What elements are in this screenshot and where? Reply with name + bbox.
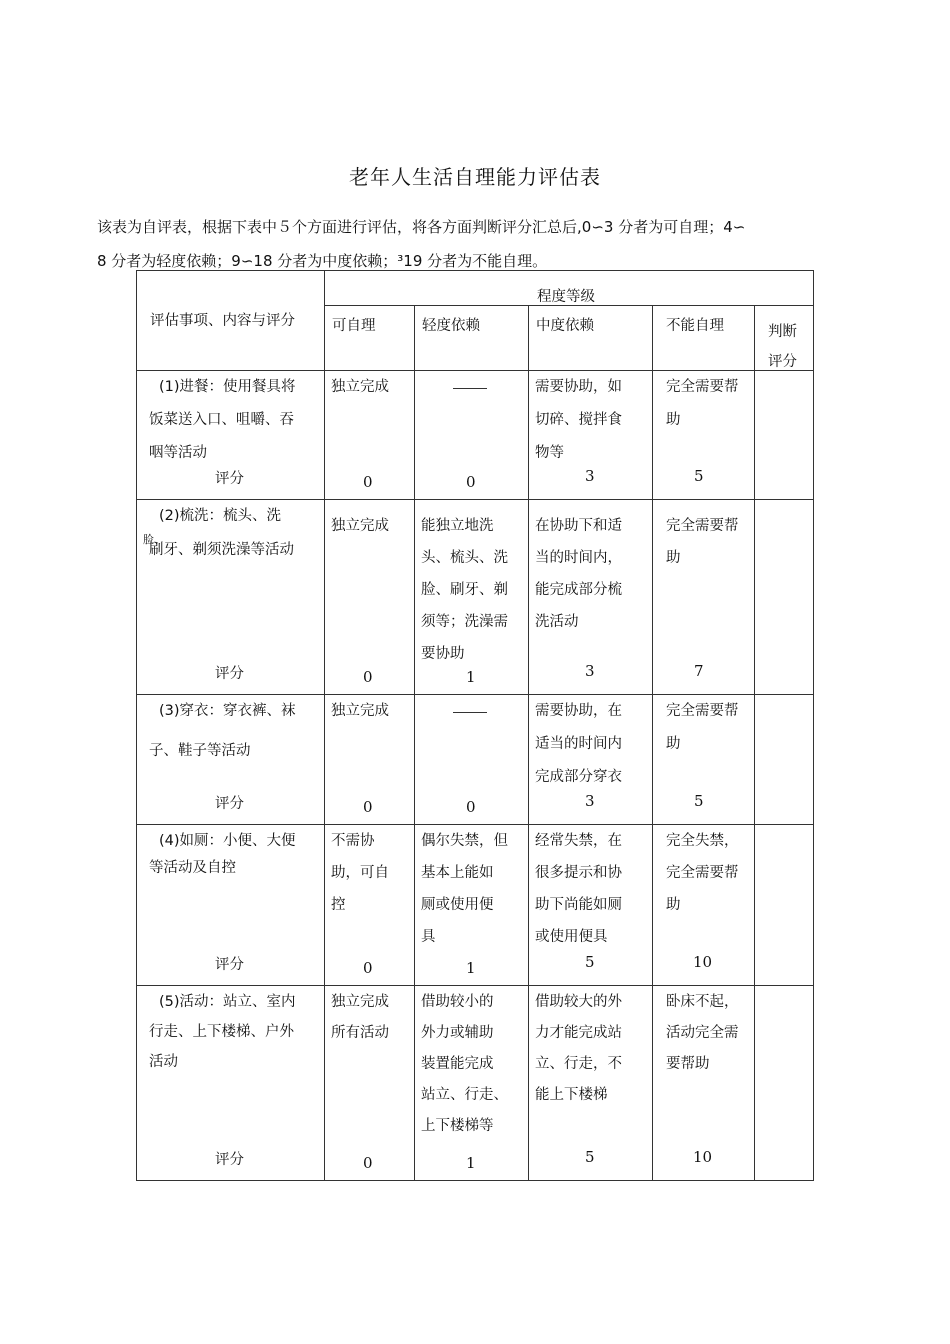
- item-text-line: 饭菜送入口、咀嚼、吞: [149, 412, 294, 428]
- level-cell: [415, 500, 529, 695]
- level-text-line: 活动完全需: [666, 1025, 739, 1041]
- item-text-line: 活动: [149, 1054, 178, 1070]
- level-cell: [529, 371, 653, 500]
- item-cell: [137, 986, 325, 1181]
- judge-score-cell[interactable]: [755, 500, 814, 695]
- level-text-line: 力才能完成站: [535, 1025, 622, 1041]
- dash-mark: [453, 712, 487, 713]
- level-text-line: 完全需要帮: [666, 518, 739, 534]
- score-label: 评分: [215, 957, 244, 973]
- level-text-line: 需要协助，如: [535, 379, 622, 395]
- level-text-line: 不需协: [331, 833, 375, 849]
- level-text-line: 偶尔失禁，但: [421, 833, 508, 849]
- level-text-line: 助下尚能如厕: [535, 897, 622, 913]
- header-judge-cell: [755, 306, 814, 371]
- table-row: [137, 371, 814, 500]
- header-level-cell: [325, 306, 415, 371]
- level-cell: [415, 825, 529, 986]
- level-text-line: 独立完成: [331, 703, 389, 719]
- level-text-line: 能独立地洗: [421, 518, 494, 534]
- level-text-line: 控: [331, 897, 346, 913]
- level-text-line: 头、梳头、洗: [421, 550, 508, 566]
- item-text-line: (5)活动：站立、室内: [159, 994, 296, 1010]
- level-cell: [653, 371, 755, 500]
- level-text-line: 具: [421, 929, 436, 945]
- score-value: 1: [466, 959, 476, 977]
- level-text-line: 完全需要帮: [666, 379, 739, 395]
- level-cell: [653, 695, 755, 825]
- score-value: 10: [693, 1148, 713, 1166]
- level-text-line: 须等；洗澡需: [421, 614, 508, 630]
- level-text-line: 独立完成: [331, 379, 389, 395]
- score-value: 0: [363, 798, 373, 816]
- level-text-line: 完全失禁，: [666, 833, 739, 849]
- header-judge-line1: 判断: [768, 324, 797, 340]
- score-value: 0: [363, 473, 373, 491]
- level-text-line: 或使用便具: [535, 929, 608, 945]
- level-text-line: 经常失禁，在: [535, 833, 622, 849]
- item-text-line: 等活动及自控: [149, 860, 236, 876]
- level-cell: [415, 371, 529, 500]
- level-cell: [653, 500, 755, 695]
- judge-score-cell[interactable]: [755, 695, 814, 825]
- header-level-cell: [653, 306, 755, 371]
- level-text-line: 脸、刷牙、剃: [421, 582, 508, 598]
- item-cell: [137, 500, 325, 695]
- item-text-line: 咽等活动: [149, 445, 207, 461]
- level-cell: [325, 371, 415, 500]
- level-cell: [325, 986, 415, 1181]
- judge-score-cell[interactable]: [755, 986, 814, 1181]
- intro-line-2: 8 分者为轻度依赖；9∽18 分者为中度依赖；³19 分者为不能自理。: [97, 252, 548, 270]
- level-cell: [529, 500, 653, 695]
- level-text-line: 能上下楼梯: [535, 1087, 608, 1103]
- document-title: 老年人生活自理能力评估表: [349, 165, 601, 189]
- level-text-line: 助，可自: [331, 865, 389, 881]
- item-text-line: (3)穿衣：穿衣裤、袜: [159, 703, 296, 719]
- header-level-group-cell: [325, 271, 814, 306]
- judge-score-cell[interactable]: [755, 825, 814, 986]
- level-cell: [325, 825, 415, 986]
- score-value: 0: [363, 668, 373, 686]
- level-text-line: 装置能完成: [421, 1056, 494, 1072]
- level-text-line: 洗活动: [535, 614, 579, 630]
- table-row: [137, 986, 814, 1181]
- level-text-line: 借助较小的: [421, 994, 494, 1010]
- level-text-line: 助: [666, 736, 681, 752]
- level-text-line: 卧床不起，: [666, 994, 739, 1010]
- level-text-line: 能完成部分梳: [535, 582, 622, 598]
- item-text-line: (1)进餐：使用餐具将: [159, 379, 296, 395]
- header-level-label: 轻度依赖: [422, 318, 480, 334]
- score-value: 5: [585, 953, 595, 971]
- level-text-line: 借助较大的外: [535, 994, 622, 1010]
- level-text-line: 上下楼梯等: [421, 1118, 494, 1134]
- level-text-line: 助: [666, 412, 681, 428]
- level-cell: [529, 825, 653, 986]
- table-row: [137, 500, 814, 695]
- level-text-line: 独立完成: [331, 518, 389, 534]
- level-cell: [653, 986, 755, 1181]
- level-cell: [529, 986, 653, 1181]
- item-text-line: 刷牙、剃须洗澡等活动: [149, 542, 294, 558]
- level-text-line: 在协助下和适: [535, 518, 622, 534]
- header-level-label: 可自理: [332, 318, 376, 334]
- intro-line-1: 该表为自评表，根据下表中５个方面进行评估，将各方面判断评分汇总后,0∽3 分者为可自理；4∽: [97, 218, 746, 236]
- header-level-cell: [415, 306, 529, 371]
- item-text-line: (2)梳洗：梳头、洗: [159, 508, 282, 524]
- level-cell: [529, 695, 653, 825]
- score-label: 评分: [215, 796, 244, 812]
- level-text-line: 切碎、搅拌食: [535, 412, 622, 428]
- level-cell: [415, 986, 529, 1181]
- level-text-line: 厕或使用便: [421, 897, 494, 913]
- score-value: 10: [693, 953, 713, 971]
- header-level-label: 中度依赖: [536, 318, 594, 334]
- item-text-line: 脸、: [143, 533, 165, 546]
- level-text-line: 助: [666, 550, 681, 566]
- score-value: 5: [694, 792, 704, 810]
- score-value: 1: [466, 1154, 476, 1172]
- level-text-line: 站立、行走、: [421, 1087, 508, 1103]
- judge-score-cell[interactable]: [755, 371, 814, 500]
- level-text-line: 物等: [535, 445, 564, 461]
- item-cell: [137, 695, 325, 825]
- level-text-line: 当的时间内，: [535, 550, 622, 566]
- item-text-line: 子、鞋子等活动: [149, 743, 251, 759]
- level-text-line: 外力或辅助: [421, 1025, 494, 1041]
- score-value: 0: [466, 473, 476, 491]
- score-label: 评分: [215, 666, 244, 682]
- score-value: 0: [466, 798, 476, 816]
- assessment-table: [136, 270, 814, 1181]
- header-level-cell: [529, 306, 653, 371]
- level-text-line: 立、行走，不: [535, 1056, 622, 1072]
- item-cell: [137, 825, 325, 986]
- score-label: 评分: [215, 471, 244, 487]
- level-text-line: 完全需要帮: [666, 865, 739, 881]
- level-text-line: 需要协助，在: [535, 703, 622, 719]
- score-value: 3: [585, 792, 595, 810]
- header-level-label: 不能自理: [666, 318, 724, 334]
- level-text-line: 完成部分穿衣: [535, 769, 622, 785]
- score-value: 5: [694, 467, 704, 485]
- item-text-line: (4)如厕：小便、大便: [159, 833, 296, 849]
- table-row: [137, 825, 814, 986]
- level-text-line: 适当的时间内: [535, 736, 622, 752]
- score-value: 0: [363, 959, 373, 977]
- level-cell: [653, 825, 755, 986]
- dash-mark: [453, 388, 487, 389]
- level-text-line: 独立完成: [331, 994, 389, 1010]
- score-value: 0: [363, 1154, 373, 1172]
- header-item-cell: [137, 271, 325, 371]
- score-value: 5: [585, 1148, 595, 1166]
- score-value: 3: [585, 662, 595, 680]
- level-text-line: 助: [666, 897, 681, 913]
- level-text-line: 基本上能如: [421, 865, 494, 881]
- score-value: 1: [466, 668, 476, 686]
- level-text-line: 要帮助: [666, 1056, 710, 1072]
- item-text-line: 行走、上下楼梯、户外: [149, 1024, 294, 1040]
- score-label: 评分: [215, 1152, 244, 1168]
- header-judge-line2: 评分: [768, 354, 797, 370]
- header-item-label: 评估事项、内容与评分: [150, 313, 295, 329]
- level-cell: [415, 695, 529, 825]
- score-value: 3: [585, 467, 595, 485]
- level-text-line: 要协助: [421, 646, 465, 662]
- level-text-line: 很多提示和协: [535, 865, 622, 881]
- table-row: [137, 695, 814, 825]
- level-cell: [325, 695, 415, 825]
- score-value: 7: [694, 662, 704, 680]
- header-level-group-label: 程度等级: [537, 289, 595, 305]
- level-text-line: 完全需要帮: [666, 703, 739, 719]
- level-cell: [325, 500, 415, 695]
- item-cell: [137, 371, 325, 500]
- level-text-line: 所有活动: [331, 1025, 389, 1041]
